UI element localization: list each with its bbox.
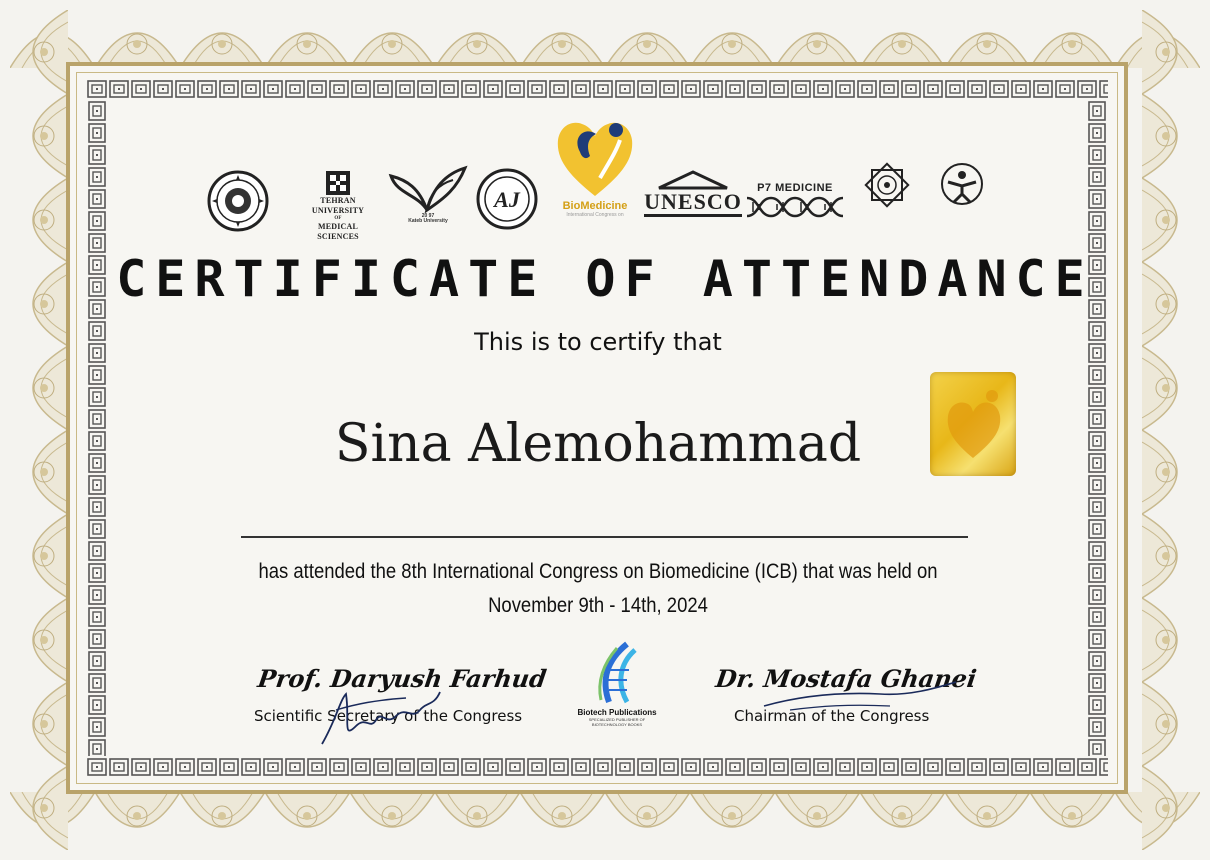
- tums-line-1: TEHRAN UNIVERSITY: [311, 196, 365, 215]
- biotech-helix-icon: [587, 640, 647, 706]
- academy-seal-icon: [476, 168, 538, 230]
- attendance-statement: has attended the 8th International Congress on Biomedicine (ICB) that was held on: [258, 560, 938, 583]
- unesco-logo: [644, 170, 742, 217]
- right-signatory-role: Chairman of the Congress: [734, 707, 930, 725]
- ornamental-border-bottom: [10, 792, 1200, 854]
- left-signatory-role: Scientific Secretary of the Congress: [254, 707, 523, 725]
- recipient-name: Sina Alemohammad: [334, 414, 862, 474]
- p7-medicine-text: P7 MEDICINE: [757, 182, 833, 194]
- kateb-university-logo: [385, 164, 471, 224]
- biomedicine-seal-icon: [930, 372, 1016, 476]
- biomedicine-subtitle: International Congress on: [566, 212, 624, 218]
- unesco-temple-icon: [655, 170, 731, 190]
- certificate-title: CERTIFICATE OF ATTENDANCE: [116, 250, 1094, 308]
- svg-text:AJ: AJ: [494, 187, 520, 212]
- greek-key-band-bottom: [86, 756, 1108, 778]
- greek-key-band-top: [86, 78, 1108, 100]
- biomedicine-congress-logo: [546, 116, 644, 218]
- medical-university-logo: [856, 162, 918, 208]
- p7-medicine-logo: [743, 182, 847, 220]
- right-handwritten-signature: [760, 676, 960, 726]
- biomedicine-name: BioMedicine: [562, 200, 628, 212]
- geometric-rosette-icon: [864, 162, 910, 208]
- dna-helix-icon: [745, 194, 845, 220]
- hologram-seal: [930, 372, 1016, 476]
- biotech-publications-logo: [574, 640, 660, 750]
- tums-emblem-icon: [325, 170, 351, 196]
- research-institute-logo: [932, 162, 992, 208]
- left-signatory-name: Prof. Daryush Farhud: [255, 664, 549, 693]
- name-underline: [241, 536, 968, 538]
- sponsor-logos: [200, 112, 1010, 242]
- human-figure-icon: [938, 162, 986, 208]
- event-dates: November 9th - 14th, 2024: [488, 594, 708, 617]
- kateb-name: Kateb University: [408, 218, 448, 224]
- publisher-tagline: SPECIALIZED PUBLISHER OF BIOTECHNOLOGY BOOKS: [588, 717, 646, 727]
- ornamental-border-top: [10, 6, 1200, 68]
- institution-seal-icon: [207, 170, 269, 232]
- biomedicine-heart-icon: [550, 116, 640, 200]
- kateb-year: 20 97: [421, 213, 435, 219]
- kateb-leaf-icon: [387, 164, 469, 214]
- tehran-university-logo: [302, 170, 374, 242]
- left-handwritten-signature: [316, 680, 446, 750]
- unesco-text: UNESCO: [644, 190, 742, 217]
- publisher-name: Biotech Publications: [577, 708, 657, 717]
- tums-line-3: MEDICAL SCIENCES: [317, 222, 359, 241]
- right-signatory-name: Dr. Mostafa Ghanei: [713, 664, 979, 693]
- certify-intro: This is to certify that: [474, 328, 722, 356]
- tums-line-2: OF: [334, 216, 342, 221]
